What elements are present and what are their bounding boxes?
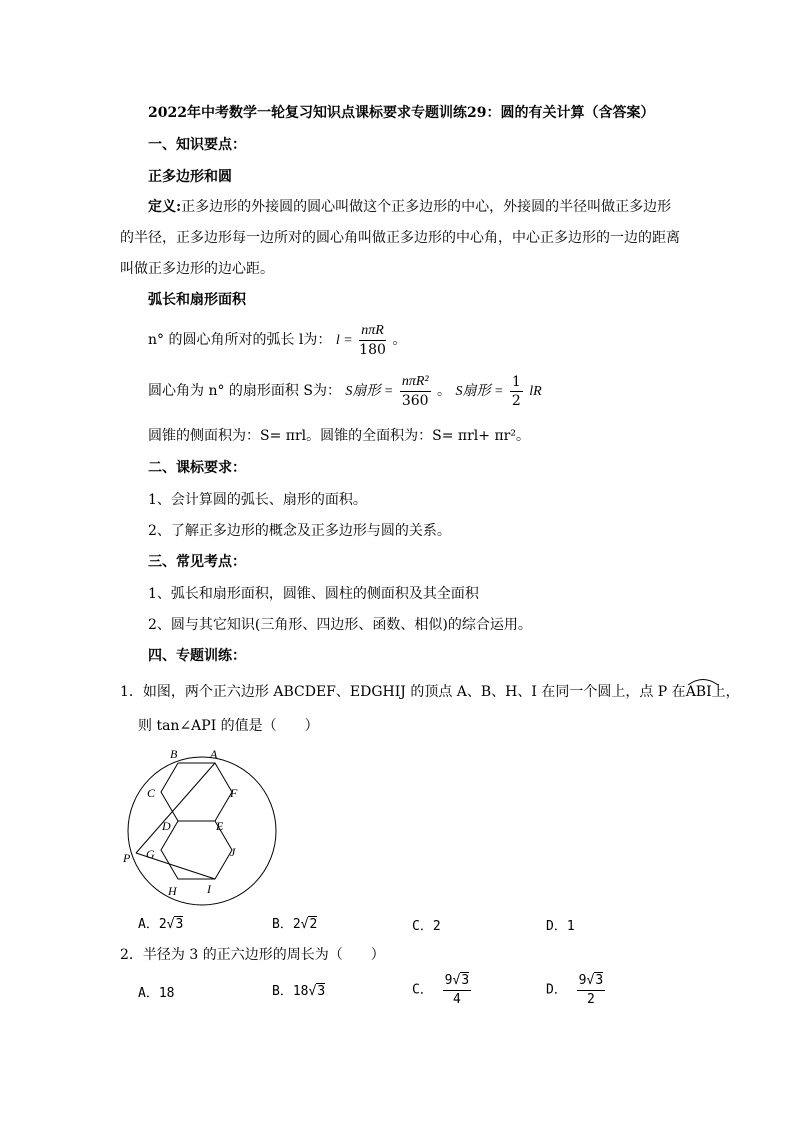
q2-option-d-numerator: 9√3 (577, 972, 605, 991)
q2-option-c-num-coef: 9 (444, 973, 453, 988)
figure-label-j: J (230, 845, 236, 859)
q1-option-b-label: B． (272, 917, 293, 932)
sector-area-numerator: nπR² (400, 373, 431, 392)
arc-length-prefix: n° 的圆心角所对的弧长 l为： (148, 332, 332, 348)
sector-area-fraction (400, 373, 431, 410)
segment-ap (136, 763, 215, 853)
figure-label-g: G (146, 847, 155, 861)
exam-point-1: 1、弧长和扇形面积，圆锥、圆柱的侧面积及其全面积 (148, 586, 479, 602)
figure-label-f: F (230, 786, 238, 800)
figure-label-p: P (123, 851, 131, 865)
q2-option-b-radicand: 3 (317, 984, 326, 999)
arc-length-fraction (359, 322, 386, 359)
q1-option-b: B．2√2 (272, 917, 318, 932)
requirement-1: 1、会计算圆的弧长、扇形的面积。 (148, 492, 367, 508)
q2-option-b: B．18√3 (272, 984, 326, 999)
q2-option-b-label: B． (272, 984, 293, 999)
q2-option-a (138, 982, 174, 1001)
exam-point-2: 2、圆与其它知识(三角形、四边形、函数、相似)的综合运用。 (148, 617, 532, 633)
q2-option-d-fraction (577, 972, 605, 1009)
figure-label-h: H (168, 884, 177, 898)
q2-option-c-num-radicand: 3 (461, 973, 470, 988)
circumscribed-circle (128, 757, 276, 905)
arc-length-denominator: 180 (359, 341, 386, 358)
arc-length-lhs: l = (335, 333, 353, 348)
question-1-text: 1．如图，两个正六边形 ABCDEF、EDGHIJ 的顶点 A、B、H、I 在同一个圆上，点 P 在 (120, 684, 686, 700)
definition-paragraph (120, 192, 680, 285)
definition-label: 定义: (148, 199, 182, 215)
q2-option-d-denominator: 2 (586, 992, 595, 1007)
q1-option-d-label: D． (546, 919, 567, 934)
question-1-text-end: 上， (711, 684, 740, 700)
q1-option-a-radicand: 3 (175, 917, 184, 932)
q2-option-d-num-coef: 9 (578, 973, 587, 988)
q1-option-c-label: C． (412, 919, 433, 934)
q2-option-c-label: C． (412, 982, 433, 998)
sector-area-lhs: S扇形 = (345, 384, 394, 399)
q2-option-a-label: A． (138, 986, 159, 1001)
figure-label-c: C (147, 786, 156, 800)
q1-option-c-value: 2 (432, 919, 441, 934)
subheading-arc-sector: 弧长和扇形面积 (148, 292, 246, 308)
arc-length-end: 。 (392, 332, 407, 348)
q2-option-c-fraction (443, 972, 471, 1009)
q2-option-b-coef: 18 (292, 984, 309, 999)
q2-option-c-numerator: 9√3 (443, 972, 471, 991)
question-1-line-1 (120, 683, 740, 701)
q2-option-c-denominator: 4 (452, 992, 461, 1007)
q1-option-c (412, 915, 441, 934)
arc-name: ABI (685, 684, 712, 700)
q2-option-d-label: D． (546, 982, 567, 998)
q2-option-c (412, 972, 473, 1009)
arc-mark-icon (686, 676, 720, 686)
figure-label-i: I (207, 882, 211, 896)
q1-option-a-label: A． (138, 917, 159, 932)
figure-label-e: E (216, 819, 224, 833)
sector-area-lr: lR (529, 384, 542, 399)
q1-option-a: A．2√3 (138, 917, 184, 932)
q2-option-d-num-radicand: 3 (595, 973, 604, 988)
figure-label-d: D (162, 819, 171, 833)
doc-title: 2022年中考数学一轮复习知识点课标要求专题训练29：圆的有关计算（含答案） (148, 105, 655, 121)
section-heading-3: 三、常见考点： (148, 554, 246, 570)
arc-length-numerator: nπR (359, 322, 386, 341)
q1-option-d (546, 915, 575, 934)
half-denominator: 2 (511, 392, 521, 409)
sector-area-prefix: 圆心角为 n° 的扇形面积 S为： (148, 383, 341, 399)
hexagon-circle-figure (124, 746, 284, 898)
definition-text: 正多边形的外接圆的圆心叫做这个正多边形的中心，外接圆的半径叫做正多边形的半径，正多边形每一边所对的圆心角叫做正多边形的中心角，中心正多边形的一边的距离叫做正多边形的边心距。 (120, 199, 680, 277)
section-heading-1: 一、知识要点： (148, 137, 246, 153)
sector-area-lhs-2: S扇形 = (455, 384, 504, 399)
q1-option-d-value: 1 (566, 919, 575, 934)
q2-option-d (546, 972, 607, 1009)
arc-length-formula (148, 320, 406, 361)
q2-option-a-value: 18 (158, 986, 175, 1001)
half-fraction (510, 373, 523, 410)
question-1-line-2: 则 tan∠API 的值是（ ） (138, 718, 319, 734)
cone-area-text: 圆锥的侧面积为：S= πrl。圆锥的全面积为：S= πrl+ πr²。 (148, 428, 530, 444)
sector-area-formula (148, 371, 542, 412)
requirement-2: 2、了解正多边形的概念及正多边形与圆的关系。 (148, 523, 451, 539)
sector-area-denominator: 360 (401, 392, 429, 409)
q1-option-b-coef: 2 (292, 917, 301, 932)
figure-label-a: A (210, 747, 218, 761)
subheading-polygon-circle: 正多边形和圆 (148, 169, 232, 185)
section-heading-2: 二、课标要求： (148, 460, 246, 476)
sector-area-mid: 。 (437, 383, 452, 399)
figure-label-b: B (170, 747, 178, 761)
arc-notation (686, 683, 712, 701)
q1-option-b-radicand: 2 (309, 917, 318, 932)
section-heading-4: 四、专题训练： (148, 648, 246, 664)
question-2-text: 2．半径为 3 的正六边形的周长为（ ） (120, 947, 385, 963)
q1-option-a-coef: 2 (158, 917, 167, 932)
half-numerator: 1 (511, 373, 521, 390)
